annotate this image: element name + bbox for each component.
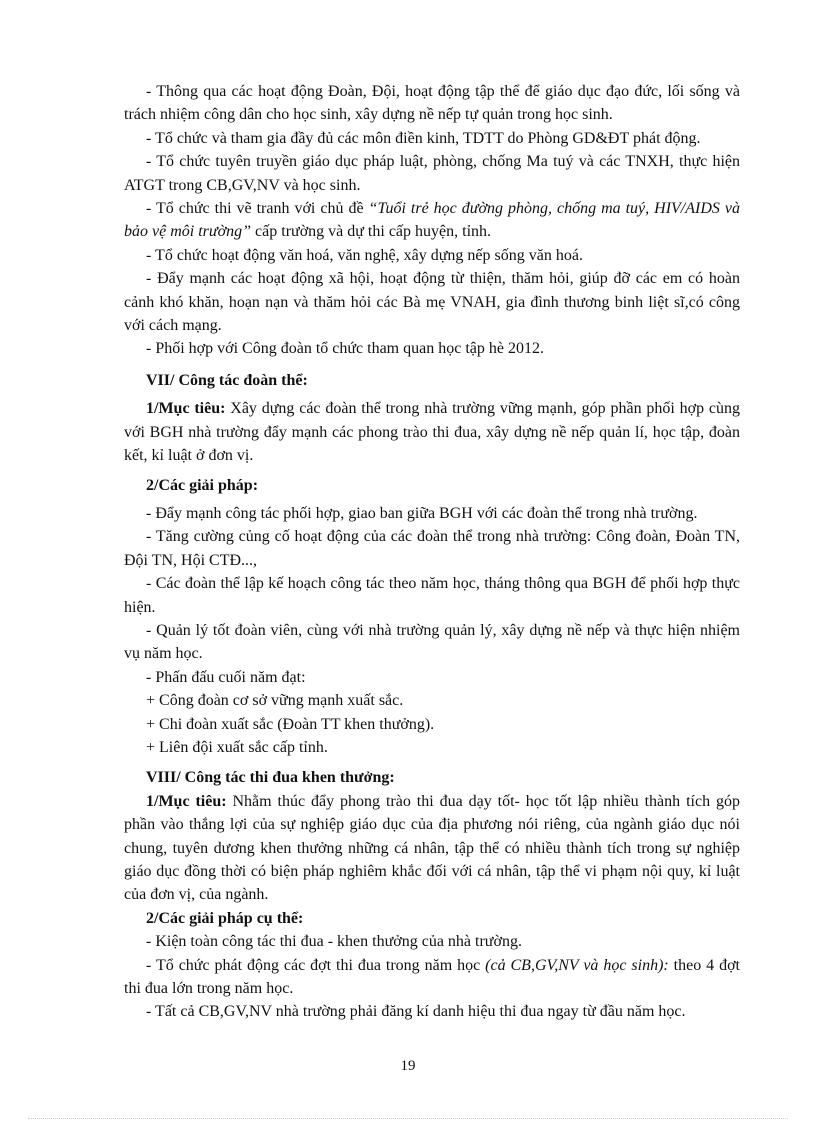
drawing-contest-theme: “Tuổi trẻ học đường phòng, chống ma tuý, HIV/AIDS và bảo vệ môi trường” (124, 200, 740, 241)
section-8-solution-3: - Tất cả CB,GV,NV nhà trường phải đăng kí danh hiệu thi đua ngay từ đầu năm học. (146, 1003, 686, 1021)
section-8-goal-text: Nhằm thúc đẩy phong trào thi đua dạy tốt- học tốt lập nhiều thành tích góp phần vào thắng lợi của sự nghiệp giáo dục của địa phương nói riêng, của ngành giáo dục nói chung, tuyên dương khen thưởng những cá nhân, tập thể có nhiều thành tích trong sự nghiệp giáo dục đồng thời có biện pháp nghiêm khắc đối với cá nhân, tập thể vi phạm nội quy, kỉ luật của đơn vị, của ngành. (124, 792, 740, 904)
section-7-heading: VII/ Công tác đoàn thể: (146, 371, 308, 389)
section-8-solution-2-a: - Tổ chức phát động các đợt thi đua trong năm học (146, 956, 486, 974)
paragraph-drawing-contest (124, 197, 740, 244)
section-7-solution-4: - Quản lý tốt đoàn viên, cùng với nhà trường quản lý, xây dựng nề nếp và thực hiện nhiệm vụ năm học. (124, 621, 740, 663)
section-8-goal-label: 1/Mục tiêu: (146, 792, 227, 810)
section-8-solution-2-c: theo 4 đợt thi đua lớn trong năm học. (124, 956, 741, 998)
section-7-solution-2: - Tăng cường củng cố hoạt động của các đoàn thể trong nhà trường: Công đoàn, Đoàn TN, Đội TN, Hội CTĐ..., (124, 528, 740, 569)
section-8-solutions-heading: 2/Các giải pháp cụ thể: (146, 909, 304, 927)
section-8-solution-1: - Kiện toàn công tác thi đua - khen thưởng của nhà trường. (146, 933, 522, 951)
section-7-goal-label: 1/Mục tiêu: (146, 400, 226, 418)
section-7-goal-text: Xây dựng các đoàn thể trong nhà trường vững mạnh, góp phần phối hợp cùng với BGH nhà trường đẩy mạnh các phong trào thi đua, xây dựng nề nếp quản lí, học tập, đoàn kết, kỉ luật ở đơn vị. (124, 400, 741, 465)
page-number: 19 (400, 1058, 416, 1074)
page-content (124, 80, 740, 1024)
paragraph-summer-trip: - Phối hợp với Công đoàn tổ chức tham quan học tập hè 2012. (146, 340, 544, 358)
drawing-contest-text-c: cấp trường và dự thi cấp huyện, tỉnh. (251, 223, 492, 241)
paragraph-law-education: - Tổ chức tuyên truyền giáo dục pháp luật, phòng, chống Ma tuý và các TNXH, thực hiện ATGT trong CB,GV,NV và học sinh. (124, 153, 740, 194)
section-7-target-2: + Chi đoàn xuất sắc (Đoàn TT khen thưởng). (146, 715, 435, 733)
page-bottom-divider (28, 1118, 788, 1119)
section-8-heading: VIII/ Công tác thi đua khen thưởng: (146, 769, 395, 787)
section-7-solution-5: - Phấn đấu cuối năm đạt: (146, 668, 306, 686)
section-8-solution-2 (124, 954, 740, 1001)
paragraph-social-activities: - Đẩy mạnh các hoạt động xã hội, hoạt động từ thiện, thăm hỏi, giúp đỡ các em có hoàn cảnh khó khăn, hoạn nạn và thăm hỏi các Bà mẹ VNAH, gia đình thương binh liệt sĩ,có công với cách mạng. (124, 270, 740, 335)
paragraph-culture: - Tổ chức hoạt động văn hoá, văn nghệ, xây dựng nếp sống văn hoá. (146, 246, 583, 264)
section-7-target-3: + Liên đội xuất sắc cấp tỉnh. (146, 738, 328, 756)
section-7-solutions-heading: 2/Các giải pháp: (146, 476, 259, 494)
drawing-contest-text-a: - Tổ chức thi vẽ tranh với chủ đề (146, 200, 369, 218)
section-7-target-1: + Công đoàn cơ sở vững mạnh xuất sắc. (146, 692, 404, 710)
section-7-goal (124, 397, 740, 467)
section-8-solution-2-b: (cả CB,GV,NV và học sinh): (485, 956, 669, 974)
section-7-solution-3: - Các đoàn thể lập kế hoạch công tác theo năm học, tháng thông qua BGH để phối hợp thực hiện. (124, 575, 740, 616)
paragraph-activities-union: - Thông qua các hoạt động Đoàn, Đội, hoạt động tập thể để giáo dục đạo đức, lối sống và trách nhiệm công dân cho học sinh, xây dựng nề nếp tự quản trong học sinh. (124, 83, 740, 124)
section-7-solution-1: - Đẩy mạnh công tác phối hợp, giao ban giữa BGH với các đoàn thể trong nhà trường. (146, 504, 698, 522)
paragraph-athletics: - Tổ chức và tham gia đầy đủ các môn điền kinh, TDTT do Phòng GD&ĐT phát động. (146, 129, 701, 147)
section-8-goal (124, 790, 740, 907)
